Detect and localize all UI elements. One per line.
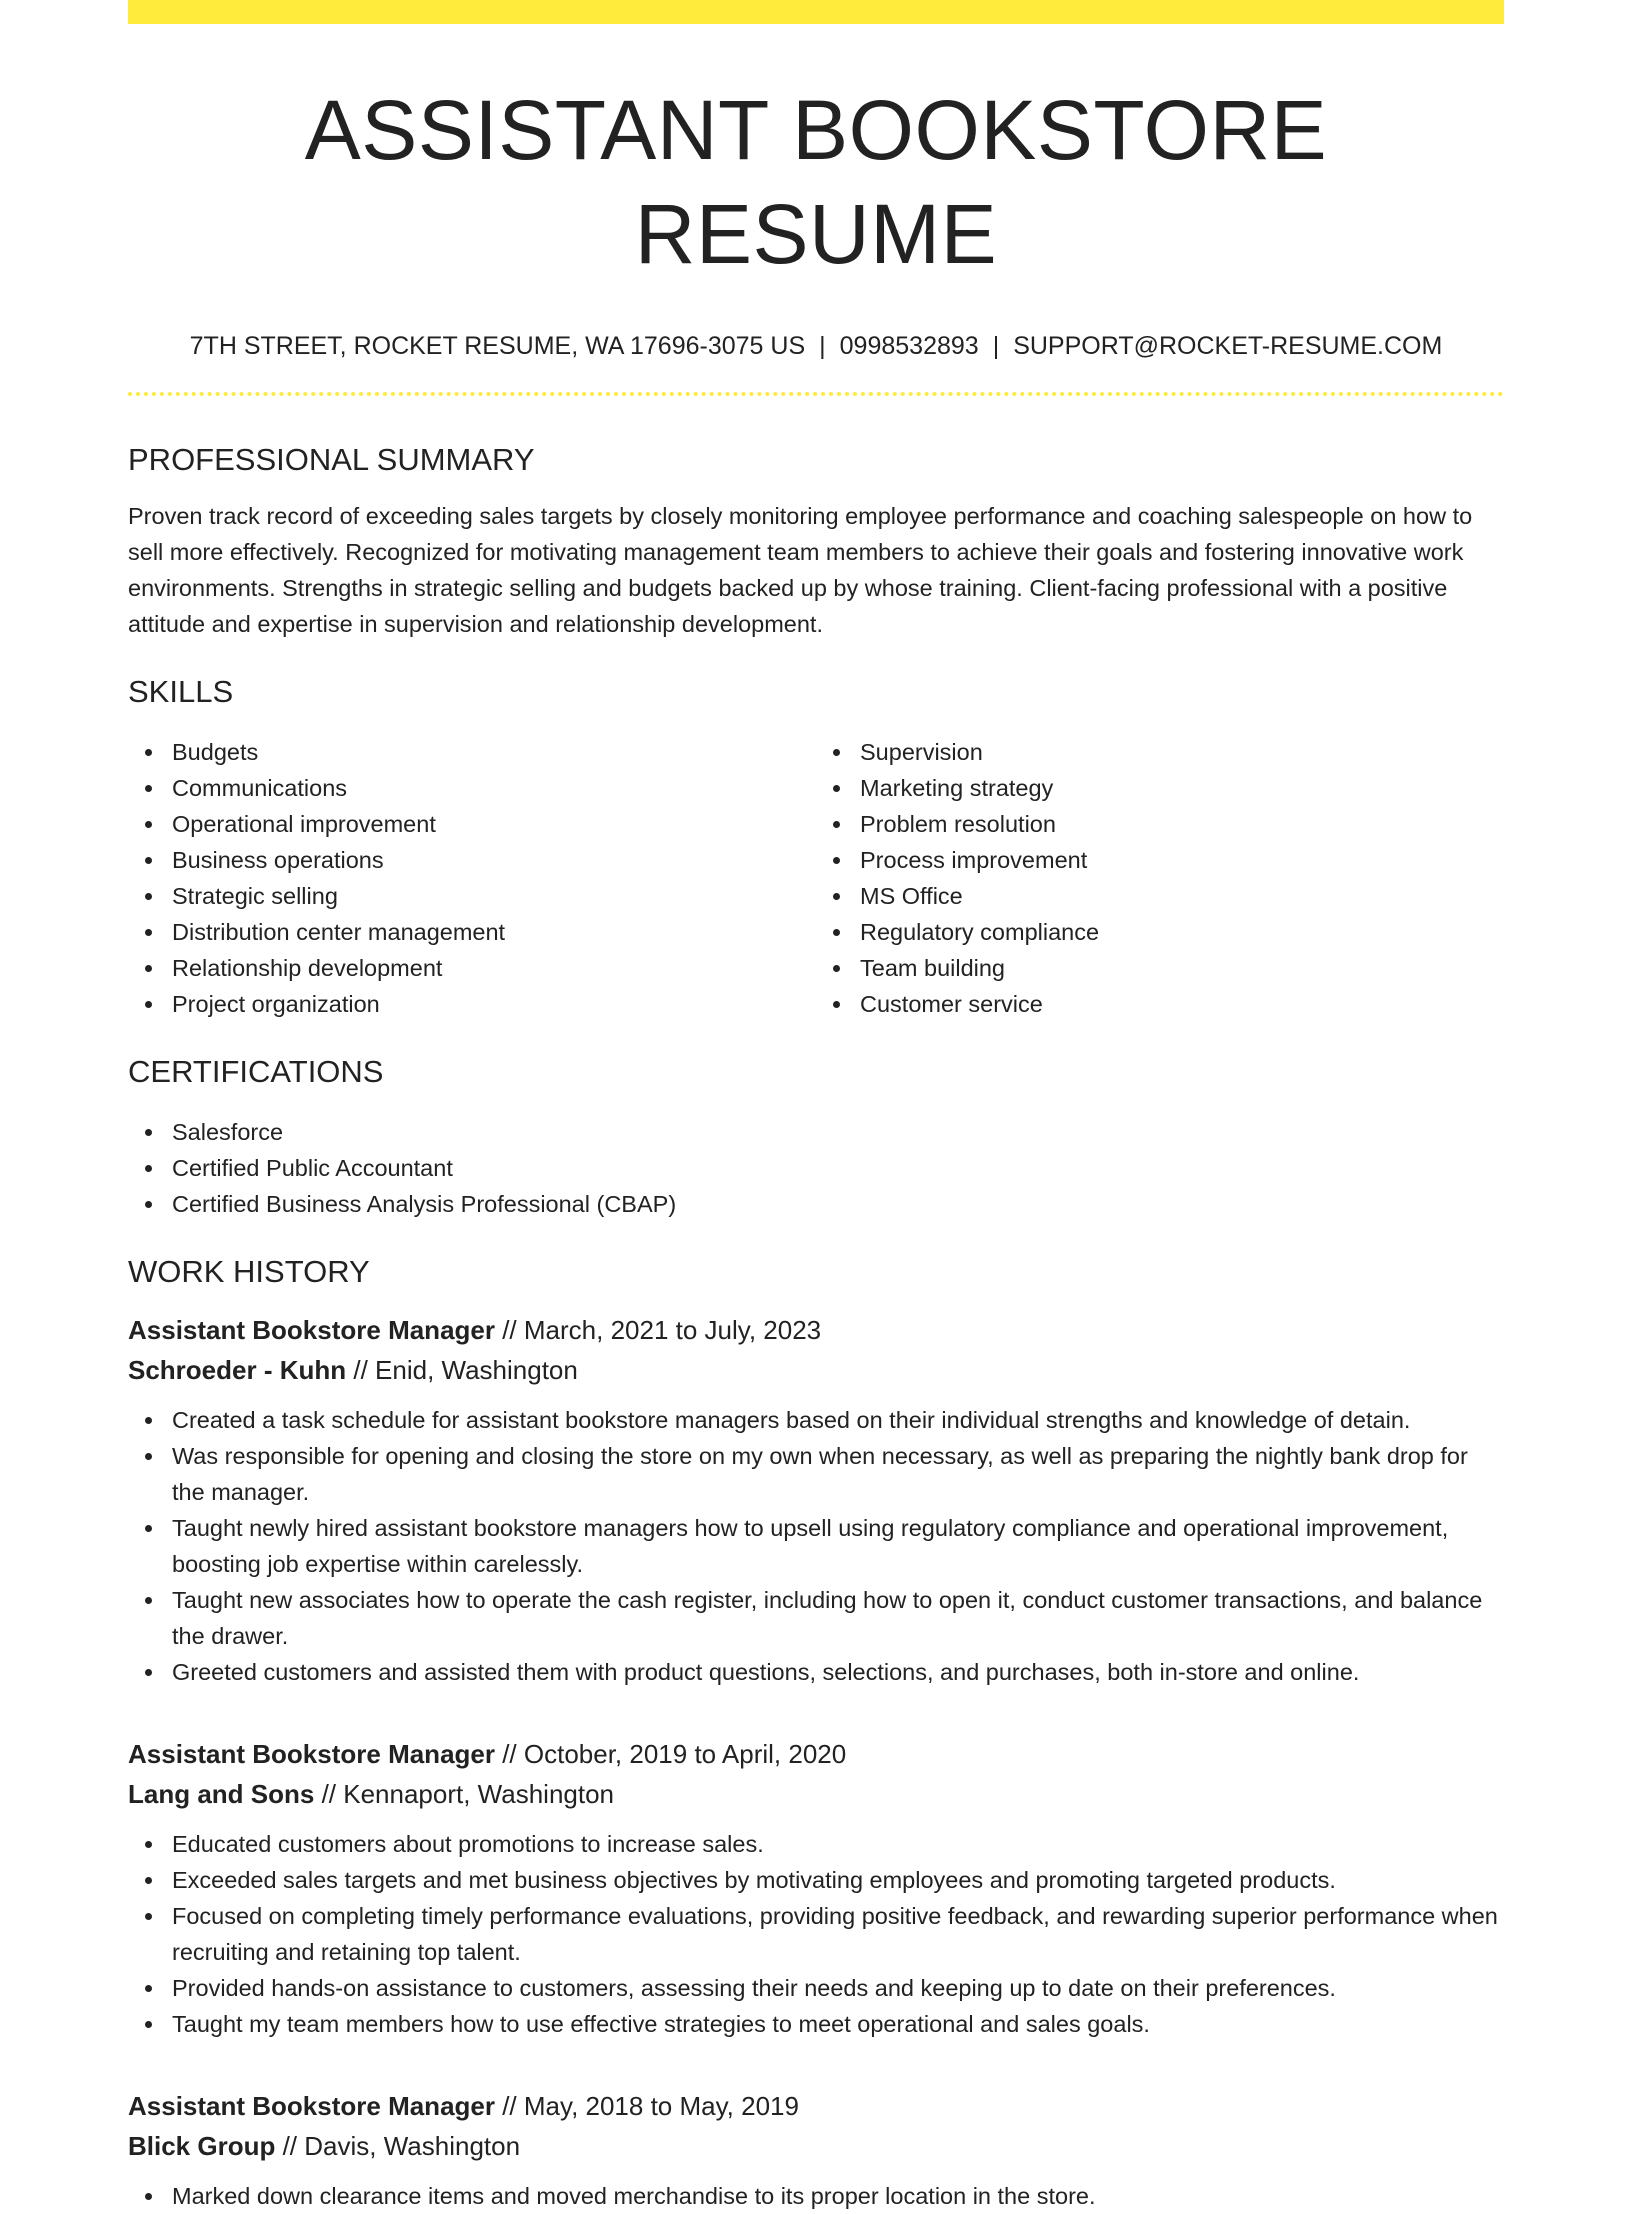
contact-line <box>128 330 1504 362</box>
job-dates: // March, 2021 to July, 2023 <box>494 1315 822 1345</box>
job-location: // Enid, Washington <box>346 1355 578 1385</box>
skills-heading: SKILLS <box>128 674 234 709</box>
skill-item: Communications <box>172 770 816 806</box>
skill-item: Operational improvement <box>172 806 816 842</box>
skill-item: Distribution center management <box>172 914 816 950</box>
skill-item: Team building <box>860 950 1504 986</box>
job-entry <box>128 2086 1504 2214</box>
phone: 0998532893 <box>839 332 979 360</box>
job-bullets <box>128 1826 1504 2042</box>
job-bullet: Taught newly hired assistant bookstore managers how to upsell using regulatory compliance and operational improvement, boosting job expertise within carelessly. <box>172 1510 1504 1582</box>
dotted-divider <box>128 392 1504 396</box>
job-entry <box>128 1734 1504 2042</box>
address: 7TH STREET, ROCKET RESUME, WA 17696-3075 US <box>189 332 806 360</box>
job-dates: // May, 2018 to May, 2019 <box>494 2091 799 2121</box>
job-bullet: Taught new associates how to operate the cash register, including how to open it, conduct customer transactions, and balance the drawer. <box>172 1582 1504 1654</box>
job-role: Assistant Bookstore Manager <box>128 1739 495 1769</box>
job-bullet: Provided hands-on assistance to customers, assessing their needs and keeping up to date on their preferences. <box>172 1970 1504 2006</box>
work-history-heading: WORK HISTORY <box>128 1254 370 1289</box>
skill-item: Process improvement <box>860 842 1504 878</box>
job-bullet: Greeted customers and assisted them with product questions, selections, and purchases, both in-store and online. <box>172 1654 1504 1690</box>
job-bullets <box>128 2178 1504 2214</box>
job-entry <box>128 1310 1504 1690</box>
job-bullet: Exceeded sales targets and met business objectives by motivating employees and promoting targeted products. <box>172 1862 1504 1898</box>
job-bullet: Taught my team members how to use effective strategies to meet operational and sales goals. <box>172 2006 1504 2042</box>
certifications-heading: CERTIFICATIONS <box>128 1054 384 1089</box>
top-accent-bar <box>128 0 1504 24</box>
certification-item: Certified Public Accountant <box>172 1150 1504 1186</box>
contact-separator: | <box>992 332 1000 360</box>
job-bullets <box>128 1402 1504 1690</box>
job-bullet: Educated customers about promotions to increase sales. <box>172 1826 1504 1862</box>
certification-item: Salesforce <box>172 1114 1504 1150</box>
skill-item: MS Office <box>860 878 1504 914</box>
certifications-list <box>128 1114 1504 1222</box>
skill-item: Regulatory compliance <box>860 914 1504 950</box>
job-bullet: Marked down clearance items and moved merchandise to its proper location in the store. <box>172 2178 1504 2214</box>
skill-item: Strategic selling <box>172 878 816 914</box>
skill-item: Supervision <box>860 734 1504 770</box>
job-bullet: Created a task schedule for assistant bookstore managers based on their individual strengths and knowledge of detain. <box>172 1402 1504 1438</box>
job-bullet: Was responsible for opening and closing the store on my own when necessary, as well as preparing the nightly bank drop for the manager. <box>172 1438 1504 1510</box>
summary-text: Proven track record of exceeding sales targets by closely monitoring employee performance and coaching salespeople on how to sell more effectively. Recognized for motivating management team members to achieve their goals and fostering innovative work environments. Strengths in strategic selling and budgets backed up by whose training. Client-facing professional with a positive attitude and expertise in supervision and relationship development. <box>128 503 1473 637</box>
email: SUPPORT@ROCKET-RESUME.COM <box>1013 332 1443 360</box>
job-title-line <box>128 1310 1504 1350</box>
job-company: Blick Group <box>128 2131 276 2161</box>
skills-columns <box>128 734 1504 1022</box>
skill-item: Budgets <box>172 734 816 770</box>
contact-separator: | <box>819 332 826 360</box>
resume-title: ASSISTANT BOOKSTORE RESUME <box>304 83 1328 281</box>
skill-item: Customer service <box>860 986 1504 1022</box>
job-dates: // October, 2019 to April, 2020 <box>494 1739 847 1769</box>
job-company: Lang and Sons <box>128 1779 315 1809</box>
job-company: Schroeder - Kuhn <box>128 1355 347 1385</box>
job-company-line <box>128 1774 1504 1814</box>
job-role: Assistant Bookstore Manager <box>128 2091 495 2121</box>
resume-page <box>128 0 1504 2214</box>
job-bullet: Focused on completing timely performance evaluations, providing positive feedback, and rewarding superior performance when recruiting and retaining top talent. <box>172 1898 1504 1970</box>
job-company-line <box>128 1350 1504 1390</box>
summary-heading: PROFESSIONAL SUMMARY <box>128 442 535 477</box>
job-title-line <box>128 1734 1504 1774</box>
skill-item: Marketing strategy <box>860 770 1504 806</box>
job-role: Assistant Bookstore Manager <box>128 1315 495 1345</box>
job-location: // Kennaport, Washington <box>314 1779 615 1809</box>
skill-item: Business operations <box>172 842 816 878</box>
job-title-line <box>128 2086 1504 2126</box>
job-location: // Davis, Washington <box>275 2131 521 2161</box>
skills-list-left <box>128 734 816 1022</box>
certification-item: Certified Business Analysis Professional (CBAP) <box>172 1186 1504 1222</box>
skill-item: Problem resolution <box>860 806 1504 842</box>
job-company-line <box>128 2126 1504 2166</box>
skill-item: Relationship development <box>172 950 816 986</box>
skill-item: Project organization <box>172 986 816 1022</box>
skills-list-right <box>816 734 1504 1022</box>
